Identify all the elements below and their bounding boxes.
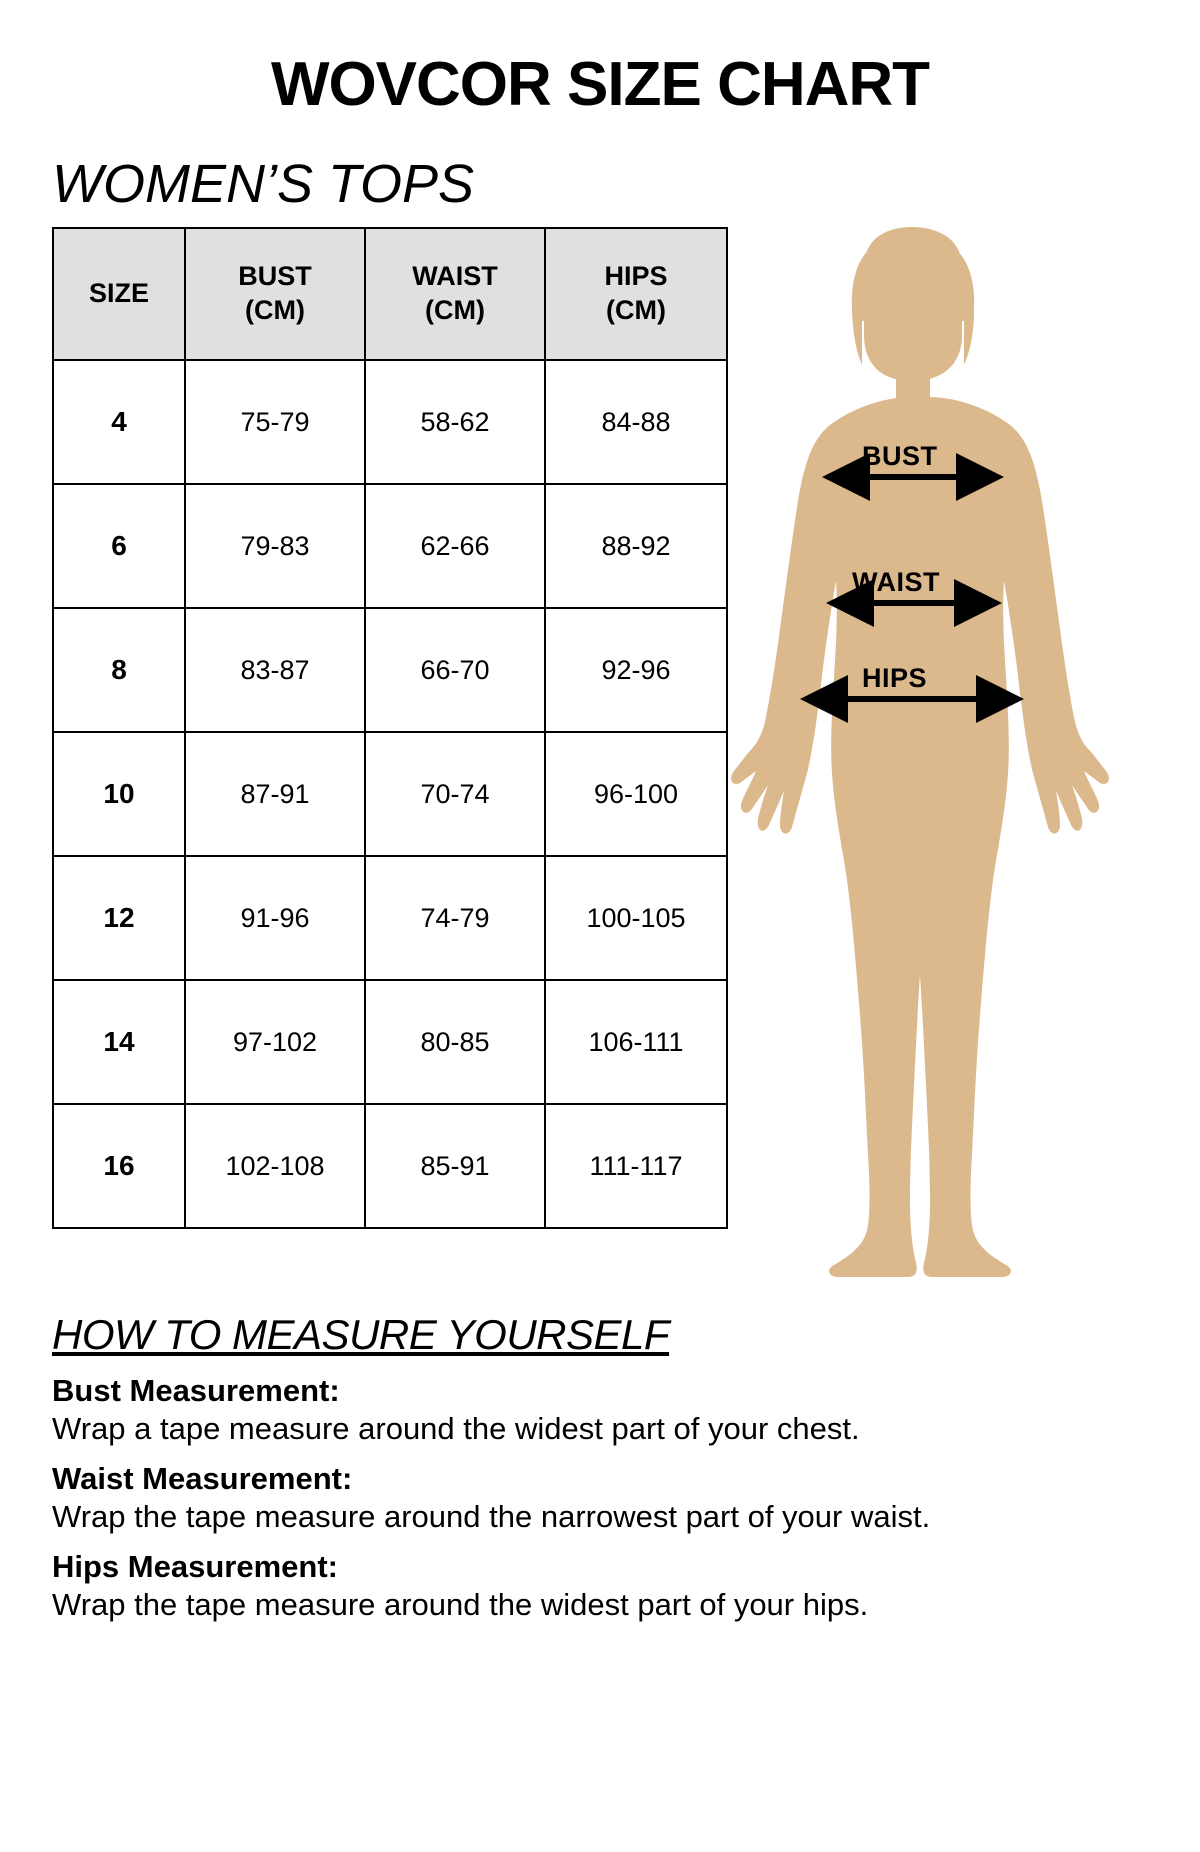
cell-bust: 87-91 — [185, 732, 365, 856]
table-header-row — [53, 228, 727, 360]
column-header-waist-line1: WAIST — [412, 261, 498, 292]
cell-size: 10 — [53, 732, 185, 856]
measure-label-bust: Bust Measurement: — [52, 1373, 340, 1409]
cell-bust: 79-83 — [185, 484, 365, 608]
cell-waist: 74-79 — [365, 856, 545, 980]
figure-label-hips: HIPS — [862, 663, 928, 694]
cell-hips: 106-111 — [545, 980, 727, 1104]
measure-text-hips: Wrap the tape measure around the widest part of your hips. — [52, 1587, 869, 1623]
how-to-measure-title: HOW TO MEASURE YOURSELF — [52, 1311, 670, 1359]
table-header — [53, 228, 727, 360]
column-header-waist-line2: (CM) — [425, 295, 485, 326]
measure-label-waist: Waist Measurement: — [52, 1461, 353, 1497]
cell-hips: 84-88 — [545, 360, 727, 484]
cell-bust: 91-96 — [185, 856, 365, 980]
column-header-waist — [365, 228, 545, 360]
cell-hips: 92-96 — [545, 608, 727, 732]
cell-size: 12 — [53, 856, 185, 980]
cell-waist: 80-85 — [365, 980, 545, 1104]
column-header-hips-line2: (CM) — [606, 295, 666, 326]
cell-waist: 85-91 — [365, 1104, 545, 1228]
size-table-container — [52, 215, 712, 1229]
measure-item-bust — [52, 1373, 1148, 1447]
table-body — [53, 360, 727, 1228]
size-chart-page — [0, 52, 1200, 1852]
cell-size: 4 — [53, 360, 185, 484]
page-title: WOVCOR SIZE CHART — [270, 50, 930, 119]
table-row — [53, 484, 727, 608]
section-title: WOMEN’S TOPS — [52, 154, 475, 215]
column-header-bust — [185, 228, 365, 360]
cell-bust: 75-79 — [185, 360, 365, 484]
cell-hips: 96-100 — [545, 732, 727, 856]
table-row — [53, 856, 727, 980]
column-header-size — [53, 228, 185, 360]
cell-waist: 66-70 — [365, 608, 545, 732]
cell-waist: 62-66 — [365, 484, 545, 608]
measurement-arrows — [712, 225, 1142, 1285]
table-row — [53, 360, 727, 484]
cell-bust: 97-102 — [185, 980, 365, 1104]
measure-item-waist — [52, 1461, 1148, 1535]
cell-size: 14 — [53, 980, 185, 1104]
chart-body — [52, 215, 1148, 1285]
table-row — [53, 732, 727, 856]
cell-waist: 58-62 — [365, 360, 545, 484]
how-to-measure-section — [52, 1311, 1148, 1623]
size-table — [52, 227, 728, 1229]
column-header-hips-line1: HIPS — [604, 261, 668, 292]
cell-hips: 111-117 — [545, 1104, 727, 1228]
measure-item-hips — [52, 1549, 1148, 1623]
cell-waist: 70-74 — [365, 732, 545, 856]
cell-size: 6 — [53, 484, 185, 608]
column-header-hips — [545, 228, 727, 360]
figure-column — [712, 215, 1148, 1285]
cell-hips: 100-105 — [545, 856, 727, 980]
table-row — [53, 608, 727, 732]
column-header-size-line1: SIZE — [88, 278, 149, 309]
column-header-bust-line1: BUST — [238, 261, 312, 292]
measure-text-waist: Wrap the tape measure around the narrowest part of your waist. — [52, 1499, 931, 1535]
cell-bust: 83-87 — [185, 608, 365, 732]
cell-bust: 102-108 — [185, 1104, 365, 1228]
table-row — [53, 980, 727, 1104]
figure-label-bust: BUST — [862, 441, 938, 472]
cell-hips: 88-92 — [545, 484, 727, 608]
table-row — [53, 1104, 727, 1228]
measure-text-bust: Wrap a tape measure around the widest part of your chest. — [52, 1411, 860, 1447]
figure-label-waist: WAIST — [852, 567, 940, 598]
cell-size: 16 — [53, 1104, 185, 1228]
body-figure — [712, 225, 1142, 1285]
cell-size: 8 — [53, 608, 185, 732]
measure-label-hips: Hips Measurement: — [52, 1549, 338, 1585]
column-header-bust-line2: (CM) — [245, 295, 305, 326]
